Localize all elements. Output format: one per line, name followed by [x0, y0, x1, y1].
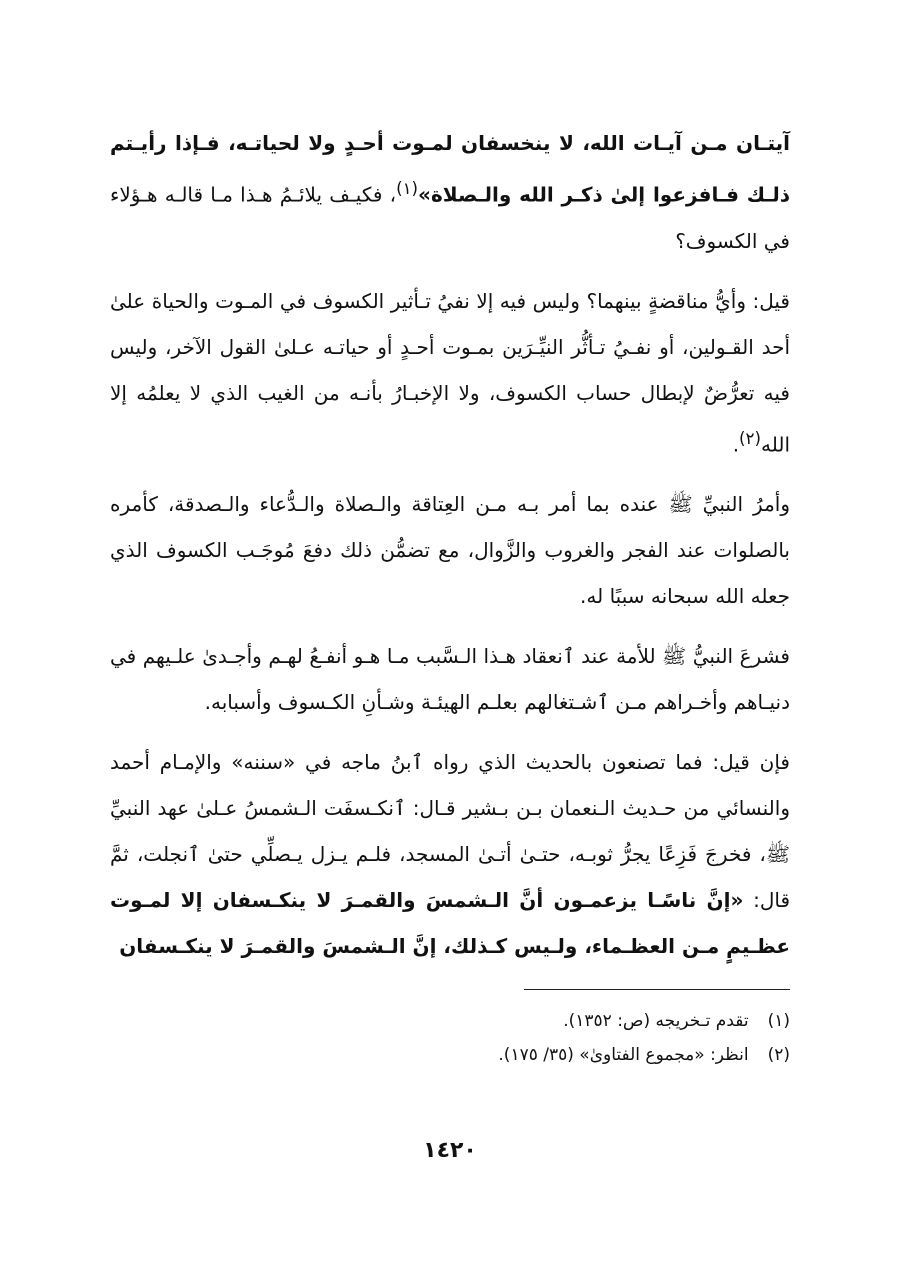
paragraph-5-text: فإن قيل: فما تصنعون بالحديث الذي رواه ٱبنُ ماجه في «سننه» والإمـام أحمد والنسائي من حـديث الـنعمان بـن بـشير قـال: ٱنكـسفَت الـشمسُ عـلىٰ عهد النبيِّ ﷺ، فخرجَ فَزِعًا يجرُّ ثوبـه، حتـىٰ أتـىٰ المسجد، فلـم يـزل يـصلِّي حتىٰ ٱنجلت، ثمَّ قال:	[110, 750, 791, 913]
paragraph-5	[110, 739, 790, 969]
paragraph-2-tail: .	[732, 432, 740, 457]
paragraph-2-text: قيل: وأيُّ مناقضةٍ بينهما؟ وليس فيه إلا نفيُ تـأثير الكسوف في المـوت والحياة علىٰ أحد القـولين، أو نفـيُ تـأثُّر النيِّـرَين بمـوت أحـدٍ أو حياتـه عـلىٰ القول الآخر، وليس فيه تعرُّضٌ لإبطال حساب الكسوف، ولا الإخبـارُ بأنـه من الغيب الذي لا يعلمُه إلا الله	[110, 288, 790, 457]
paragraph-1	[110, 120, 790, 264]
hadith-quote-bold-2: «إنَّ ناسًـا يزعمـون أنَّ الـشمسَ والقمـرَ لا ينكـسفان إلا لمـوت عظـيمٍ مـن العظـماء، ولـيس كـذلك، إنَّ الـشمسَ والقمـرَ لا ينكـسفان	[110, 888, 790, 959]
paragraph-3	[110, 481, 790, 619]
paragraph-1-text: ، فكيـف يلائـمُ هـذا مـا قالـه هـؤلاء في الكسوف؟	[110, 182, 790, 253]
paragraph-3-text: وأمرُ النبيِّ ﷺ عنده بما أمر بـه مـن العِتاقة والـصلاة والـدُّعاء والـصدقة، كأمره بالصلوات عند الفجر والغروب والزَّوال، مع تضمُّن ذلك دفعَ مُوجَـب الكسوف الذي جعله الله سبحانه سببًا له.	[110, 492, 790, 609]
footnote-2	[110, 1038, 790, 1072]
paragraph-4	[110, 633, 790, 725]
footnote-2-number: (٢)	[767, 1045, 790, 1066]
paragraph-4-text: فشرعَ النبيُّ ﷺ للأمة عند ٱنعقاد هـذا الـسَّبب مـا هـو أنفـعُ لهـم وأجـدىٰ علـيهم في دنيـاهم وأخـراهم مـن ٱشـتغالهم بعلـم الهيئـة وشـأنِ الكـسوف وأسبابه.	[110, 644, 790, 715]
footnote-2-text: انظر: «مجموع الفتاوىٰ» (٣٥/ ١٧٥).	[498, 1045, 749, 1066]
footnote-ref-2[interactable]: (٢)	[739, 428, 761, 448]
footnote-divider	[524, 989, 790, 990]
document-page	[110, 120, 790, 1200]
footnote-ref-1[interactable]: (١)	[396, 179, 419, 198]
footnote-1	[110, 1004, 790, 1038]
page-number: ١٤٢٠	[423, 1138, 477, 1163]
paragraph-2	[110, 278, 790, 468]
footnote-1-number: (١)	[767, 1011, 790, 1032]
hadith-quote-bold: آيتـان مـن آيـات الله، لا ينخسفان لمـوت أحـدٍ ولا لحياتـه، فـإذا رأيـتم ذلـك فـافزعوا إلىٰ ذكـر الله والـصلاة»	[110, 131, 791, 207]
footnote-1-text: تقدم تـخريجه (ص: ١٣٥٢).	[563, 1011, 749, 1032]
